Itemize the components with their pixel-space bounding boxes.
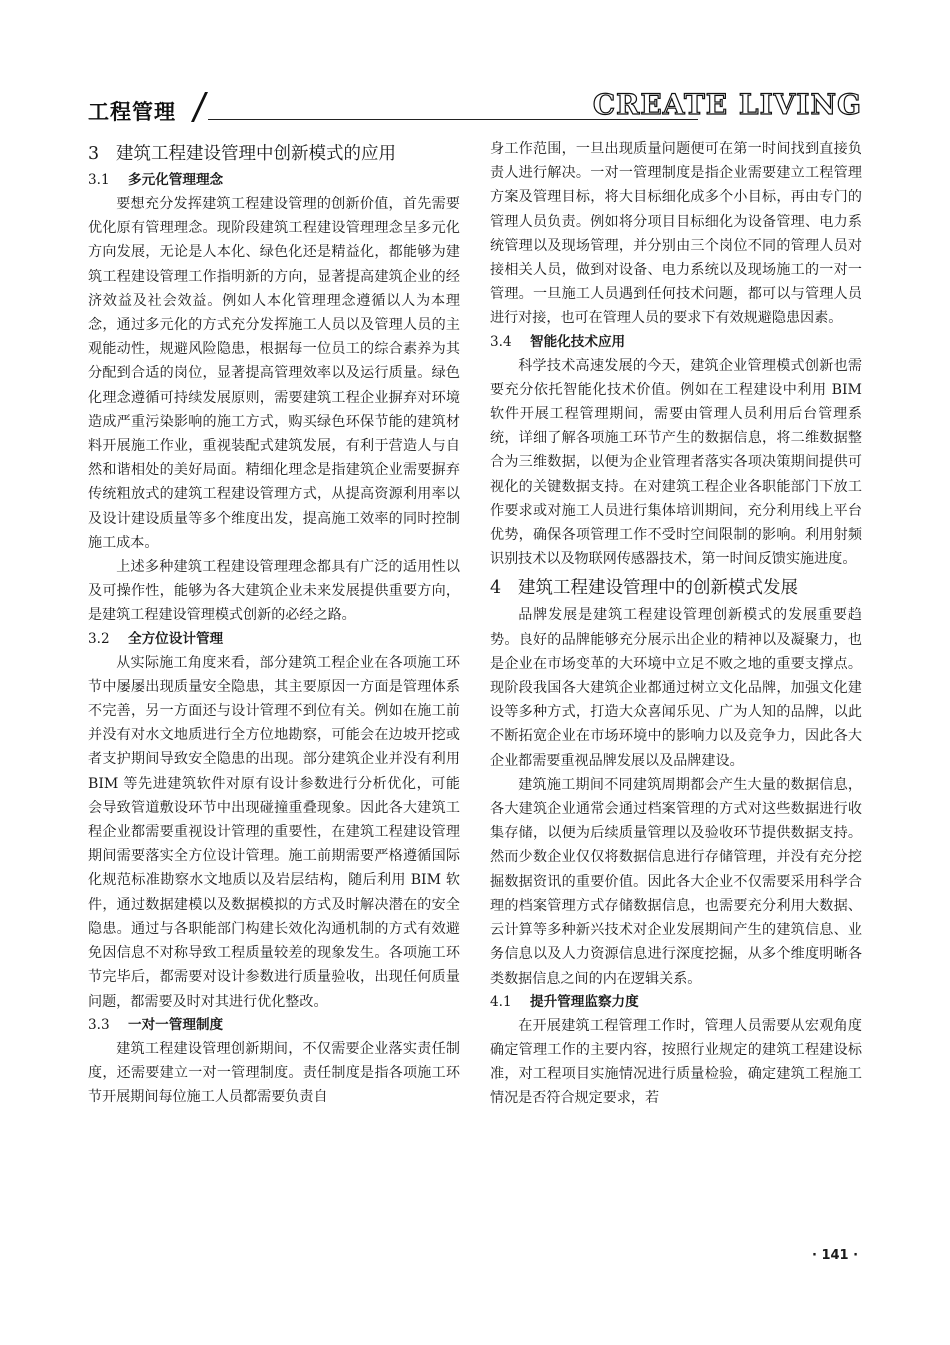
paragraph: 在开展建筑工程管理工作时，管理人员需要从宏观角度确定管理工作的主要内容，按照行业规定的建筑工程建设标准，对工程项目实施情况进行质量检验，确定建筑工程施工情况是否符合规定要求，若 [490, 1017, 862, 1107]
section-3-3-heading: 3.3 一对一管理制度 [88, 1016, 224, 1033]
paragraph: 科学技术高速发展的今天，建筑企业管理模式创新也需要充分依托智能化技术价值。例如在工程建设中利用 BIM 软件开展工程管理期间，需要由管理人员利用后台管理系统，详细了解各项施工环节产生的数据信息，将二维数据整合为三维数据，以便为企业管理者落实各项决策期间提供可视化的关键数据支持。在对建筑工程企业各职能部门下放工作要求或对施工人员进行集体培训期间，充分利用线上平台优势，确保各项管理工作不受时空间限制的影响。利用射频识别技术以及物联网传感器技术，第一时间反馈实施进度。 [490, 357, 862, 568]
section-3-heading: 3 建筑工程建设管理中创新模式的应用 [88, 144, 396, 164]
running-header [88, 86, 862, 130]
paragraph: 品牌发展是建筑工程建设管理创新模式的发展重要趋势。良好的品牌能够充分展示出企业的精神以及凝聚力，也是企业在市场变革的大环境中立足不败之地的重要支撑点。现阶段我国各大建筑企业都通过树立文化品牌，加强文化建设等多种方式，打造大众喜闻乐见、广为人知的品牌，以此不断拓宽企业在市场环境中的影响力以及竞争力，因此各大企业都需要重视品牌发展以及品牌建设。 [490, 607, 862, 769]
paragraph: 上述多种建筑工程建设管理理念都具有广泛的适用性以及可操作性，能够为各大建筑企业未来发展提供重要方向，是建筑工程建设管理模式创新的必经之路。 [88, 559, 460, 624]
right-column [490, 137, 862, 1111]
paragraph: 建筑施工期间不同建筑周期都会产生大量的数据信息，各大建筑企业通常会通过档案管理的方式对这些数据进行收集存储，以便为后续质量管理以及验收环节提供数据支持。然而少数企业仅仅将数据信息进行存储管理，并没有充分挖掘数据资讯的重要价值。因此各大企业不仅需要采用科学合理的档案管理方式存储数据信息，也需要充分利用大数据、云计算等多种新兴技术对企业发展期间产生的建筑信息、业务信息以及人力资源信息进行深度挖掘，从多个维度明晰各类数据信息之间的内在逻辑关系。 [490, 776, 862, 987]
section-3-2-heading: 3.2 全方位设计管理 [88, 630, 224, 647]
section-3-4-heading: 3.4 智能化技术应用 [490, 333, 626, 350]
page-number: · 141 · [812, 1248, 859, 1263]
paragraph: 从实际施工角度来看，部分建筑工程企业在各项施工环节中屡屡出现质量安全隐患，其主要原因一方面是管理体系不完善，另一方面还与设计管理不到位有关。例如在施工前并没有对水文地质进行全方位地勘察，可能会在边坡开挖或者支护期间导致安全隐患的出现。部分建筑企业并没有利用 BIM 等先进建筑软件对原有设计参数进行分析优化，可能会导致管道敷设环节中出现碰撞重叠现象。因此各大建筑工程企业都需要重视设计管理的重要性，在建筑工程建设管理期间需要落实全方位设计管理。施工前期需要严格遵循国际化规范标准勘察水文地质以及岩层结构，随后利用 BIM 软件，通过数据建模以及数据模拟的方式及时解决潜在的安全隐患。通过与各职能部门构建长效化沟通机制的方式有效避免因信息不对称导致工程质量较差的现象发生。各项施工环节完毕后，都需要对设计参数进行质量验收，出现任何质量问题，都需要及时对其进行优化整改。 [88, 654, 460, 1010]
paragraph-continued: 身工作范围，一旦出现质量问题便可在第一时间找到直接负责人进行解决。一对一管理制度是指企业需要建立工程管理方案及管理目标，将大目标细化成多个小目标，再由专门的管理人员负责。例如将分项目目标细化为设备管理、电力系统管理以及现场管理，并分别由三个岗位不同的管理人员对接相关人员，做到对设备、电力系统以及现场施工的一对一管理。一旦施工人员遇到任何技术问题，都可以与管理人员进行对接，也可在管理人员的要求下有效规避隐患因素。 [490, 141, 862, 327]
paragraph: 要想充分发挥建筑工程建设管理的创新价值，首先需要优化原有管理理念。现阶段建筑工程建设管理理念呈多元化方向发展，无论是人本化、绿色化还是精益化，都能够为建筑工程建设管理工作指明新的方向，显著提高建筑企业的经济效益及社会效益。例如人本化管理理念遵循以人为本理念，通过多元化的方式充分发挥施工人员以及管理人员的主观能动性，规避风险隐患，根据每一位员工的综合素养为其分配到合适的岗位，显著提高管理效率以及运行质量。绿色化理念遵循可持续发展原则，需要建筑工程企业摒弃对环境造成严重污染影响的施工方式，购买绿色环保节能的建筑材料开展施工作业，重视装配式建筑发展，有利于营造人与自然和谐相处的美好局面。精细化理念是指建筑企业需要摒弃传统粗放式的建筑工程建设管理方式，从提高资源利用率以及设计建设质量等多个维度出发，提高施工效率的同时控制施工成本。 [88, 196, 460, 551]
section-4-1-heading: 4.1 提升管理监察力度 [490, 993, 639, 1010]
left-column [88, 137, 460, 1109]
section-label: 工程管理 [88, 100, 176, 124]
section-4-heading: 4 建筑工程建设管理中的创新模式发展 [490, 578, 798, 599]
paragraph: 建筑工程建设管理创新期间，不仅需要企业落实责任制度，还需要建立一对一管理制度。责任制度是指各项施工环节开展期间每位施工人员都需要负责自 [88, 1040, 460, 1106]
journal-name: CREATE LIVING [592, 88, 862, 121]
header-slash [191, 92, 208, 122]
section-3-1-heading: 3.1 多元化管理理念 [88, 172, 224, 188]
